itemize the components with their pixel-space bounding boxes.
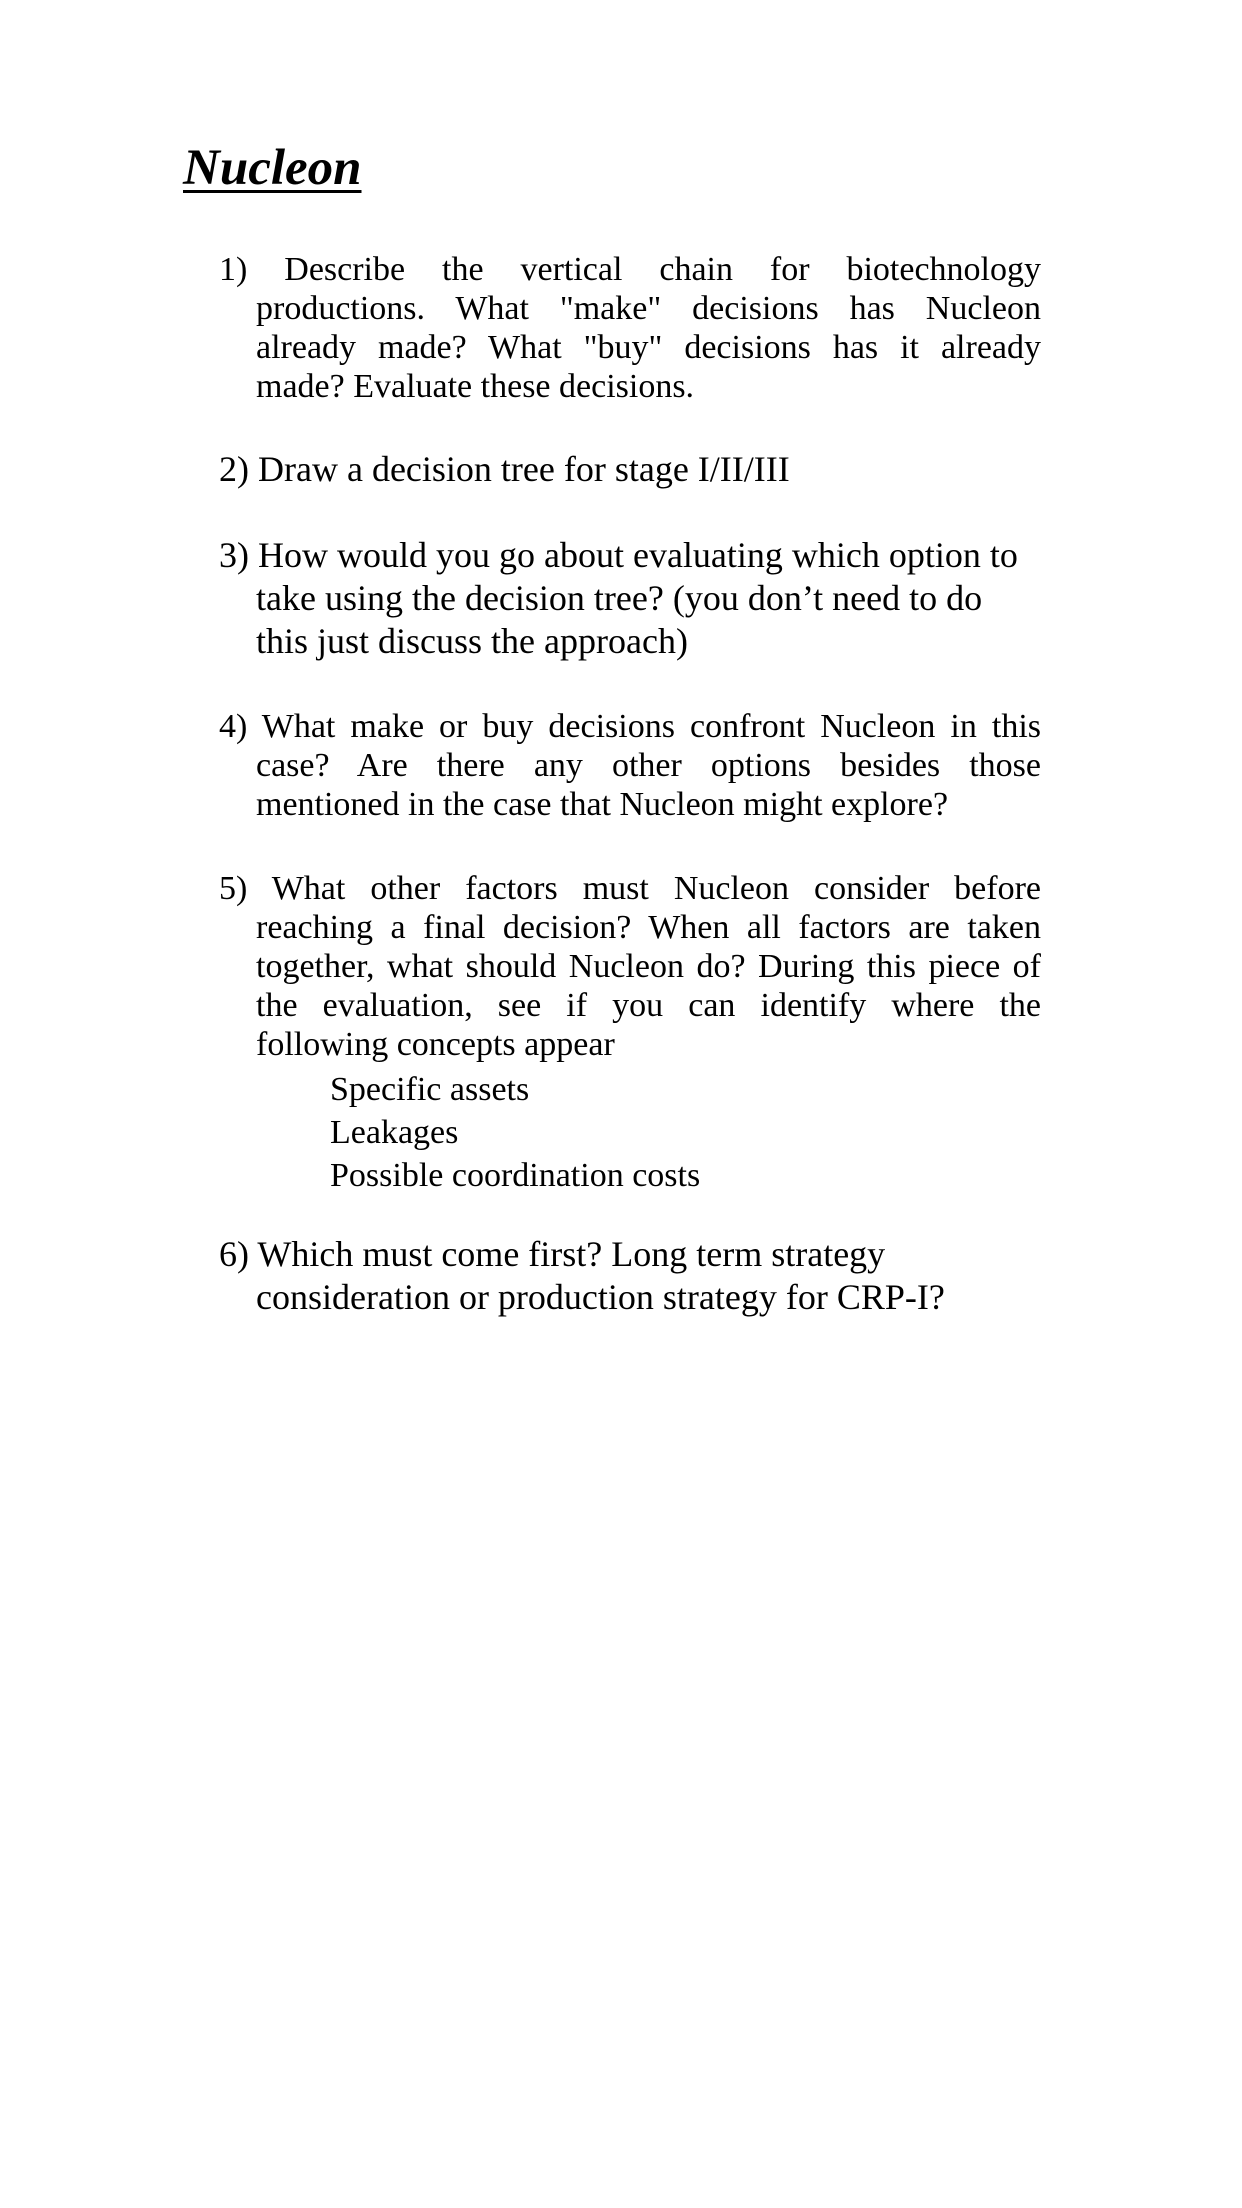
question-3-line-2: take using the decision tree? (you don’t need to do (256, 578, 983, 618)
question-3-line-1: 3) How would you go about evaluating which option to (219, 535, 1018, 575)
concept-item: Leakages (330, 1114, 459, 1151)
question-6 (219, 1233, 1041, 1319)
question-2-line-1: 2) Draw a decision tree for stage I/II/III (219, 449, 790, 489)
question-1-line-3: already made? What "buy" decisions has it already (256, 329, 1041, 366)
question-5-number: 5) (219, 870, 248, 907)
question-3-number: 3) (219, 535, 249, 575)
concept-item: Specific assets (330, 1071, 530, 1108)
question-6-number: 6) (219, 1234, 249, 1274)
question-6-line-1: 6) Which must come first? Long term strategy (219, 1234, 886, 1274)
concept-item: Possible coordination costs (330, 1157, 701, 1194)
question-1-line-1: 1) Describe the vertical chain for biotechnology (219, 251, 1042, 288)
question-2 (219, 448, 1041, 491)
question-6-line-2: consideration or production strategy for CRP-I? (256, 1277, 945, 1317)
question-5 (219, 869, 1041, 1197)
question-5-line-5: following concepts appear (256, 1026, 615, 1063)
question-4-line-1: 4) What make or buy decisions confront Nucleon in this (219, 708, 1041, 745)
question-2-number: 2) (219, 449, 249, 489)
question-3-line-3: this just discuss the approach) (256, 621, 688, 661)
question-4-line-2: case? Are there any other options besides those (256, 747, 1041, 784)
document-title: Nucleon (183, 140, 362, 196)
question-5-line-2: reaching a final decision? When all factors are taken (256, 909, 1041, 946)
question-5-line-4: the evaluation, see if you can identify where the (256, 987, 1041, 1024)
question-4-number: 4) (219, 708, 248, 745)
question-1-line-4: made? Evaluate these decisions. (256, 368, 695, 405)
question-4 (219, 707, 1041, 824)
question-1-number: 1) (219, 251, 248, 288)
concepts-list (219, 1068, 1041, 1197)
question-5-line-1: 5) What other factors must Nucleon consider before (219, 870, 1041, 907)
question-1-line-2: productions. What "make" decisions has Nucleon (256, 290, 1041, 327)
question-5-line-3: together, what should Nucleon do? During this piece of (256, 948, 1041, 985)
question-1 (219, 250, 1041, 406)
question-4-line-3: mentioned in the case that Nucleon might explore? (256, 786, 949, 823)
question-3 (219, 534, 1041, 663)
